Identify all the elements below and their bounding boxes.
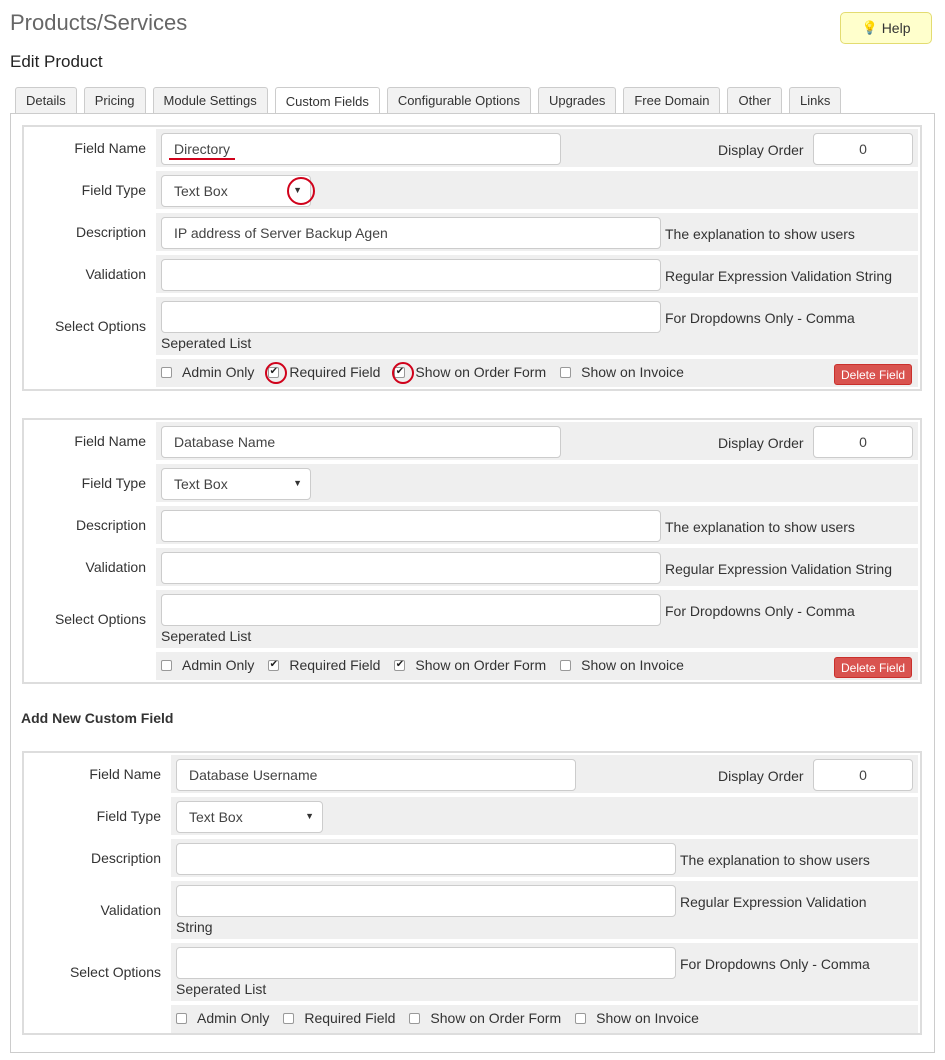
field-type-value: Text Box xyxy=(174,476,228,492)
help-button-label: Help xyxy=(881,20,911,36)
select-options-row xyxy=(24,941,920,1003)
required-field-label: Required Field xyxy=(289,657,381,673)
field-name-cell xyxy=(156,129,918,167)
required-field-checkbox[interactable]: ✔ xyxy=(269,366,279,377)
field-type-cell xyxy=(171,797,918,835)
required-field-option[interactable] xyxy=(283,1010,395,1026)
flags-row xyxy=(24,1003,920,1035)
field-name-label: Field Name xyxy=(74,140,146,156)
select-options-cell xyxy=(156,590,918,648)
required-field-checkbox[interactable]: ✔ xyxy=(269,659,279,670)
show-on-invoice-label: Show on Invoice xyxy=(581,364,684,380)
validation-label: Validation xyxy=(85,559,146,575)
show-on-order-form-option[interactable] xyxy=(394,657,546,673)
description-help: The explanation to show users xyxy=(665,226,855,242)
description-help: The explanation to show users xyxy=(665,519,855,535)
tab-custom-fields[interactable]: Custom Fields xyxy=(275,87,380,114)
select-options-help: For Dropdowns Only - Comma xyxy=(665,603,855,619)
select-options-cell xyxy=(156,297,918,355)
page-subtitle: Edit Product xyxy=(10,52,103,71)
flags-cell xyxy=(156,359,918,387)
admin-only-option[interactable] xyxy=(161,657,254,673)
delete-field-button[interactable]: Delete Field xyxy=(834,657,912,678)
select-options-row xyxy=(24,588,920,650)
admin-only-checkbox[interactable] xyxy=(161,367,172,378)
show-on-invoice-option[interactable] xyxy=(560,657,684,673)
description-help: The explanation to show users xyxy=(680,852,870,868)
field-name-row xyxy=(24,753,920,795)
select-options-help-cont: Seperated List xyxy=(161,335,252,351)
tab-links[interactable]: Links xyxy=(789,87,841,113)
description-input[interactable]: IP address of Server Backup Agen xyxy=(161,217,661,249)
tab-bar xyxy=(15,87,841,114)
description-row xyxy=(24,211,920,253)
description-row xyxy=(24,837,920,879)
chevron-down-icon: ▼ xyxy=(293,185,302,195)
description-row xyxy=(24,504,920,546)
admin-only-option[interactable] xyxy=(176,1010,269,1026)
select-options-input[interactable] xyxy=(161,594,661,626)
field-type-select[interactable] xyxy=(176,801,323,833)
show-on-order-form-option[interactable] xyxy=(394,364,546,380)
description-label: Description xyxy=(75,517,146,533)
required-field-label: Required Field xyxy=(289,364,381,380)
tab-configurable-options[interactable]: Configurable Options xyxy=(387,87,531,113)
show-on-invoice-label: Show on Invoice xyxy=(596,1010,699,1026)
field-type-row xyxy=(24,462,920,504)
validation-help-cont: String xyxy=(176,919,213,935)
delete-field-button[interactable]: Delete Field xyxy=(834,364,912,385)
admin-only-checkbox[interactable] xyxy=(176,1013,187,1024)
chevron-down-icon: ▼ xyxy=(293,478,302,488)
field-type-select[interactable] xyxy=(161,175,311,207)
tab-details[interactable]: Details xyxy=(15,87,77,113)
add-new-field-heading: Add New Custom Field xyxy=(21,710,174,726)
admin-only-label: Admin Only xyxy=(197,1010,270,1026)
flags-row xyxy=(24,357,920,389)
field-name-label: Field Name xyxy=(74,433,146,449)
description-input[interactable] xyxy=(161,510,661,542)
validation-row xyxy=(24,253,920,295)
show-on-invoice-option[interactable] xyxy=(560,364,684,380)
required-field-label: Required Field xyxy=(304,1010,396,1026)
field-options xyxy=(161,657,698,673)
show-on-order-form-label: Show on Order Form xyxy=(415,364,547,380)
select-options-row xyxy=(24,295,920,357)
new-custom-field-card xyxy=(22,751,922,1035)
validation-cell xyxy=(156,548,918,586)
tab-upgrades[interactable]: Upgrades xyxy=(538,87,616,113)
show-on-order-form-checkbox[interactable] xyxy=(409,1013,420,1024)
field-name-row xyxy=(24,420,920,462)
validation-row xyxy=(24,546,920,588)
admin-only-checkbox[interactable] xyxy=(161,660,172,671)
description-input[interactable] xyxy=(176,843,676,875)
field-type-value: Text Box xyxy=(189,809,243,825)
annotation-underline xyxy=(169,158,235,160)
field-type-cell xyxy=(156,171,918,209)
select-options-label: Select Options xyxy=(54,611,146,627)
custom-field-card xyxy=(22,418,922,684)
required-field-option[interactable] xyxy=(268,657,380,673)
show-on-invoice-checkbox[interactable] xyxy=(560,660,571,671)
field-type-select[interactable] xyxy=(161,468,311,500)
show-on-order-form-option[interactable] xyxy=(409,1010,561,1026)
show-on-invoice-option[interactable] xyxy=(575,1010,699,1026)
field-name-input[interactable]: Database Name xyxy=(161,426,561,458)
validation-help: Regular Expression Validation String xyxy=(665,561,892,577)
flags-cell xyxy=(171,1005,918,1033)
required-field-checkbox[interactable] xyxy=(283,1013,294,1024)
flags-row xyxy=(24,650,920,682)
show-on-invoice-label: Show on Invoice xyxy=(581,657,684,673)
show-on-order-form-checkbox[interactable]: ✔ xyxy=(395,366,405,377)
admin-only-label: Admin Only xyxy=(182,364,255,380)
select-options-input[interactable] xyxy=(176,947,676,979)
show-on-order-form-label: Show on Order Form xyxy=(430,1010,562,1026)
validation-cell xyxy=(171,881,918,939)
select-options-help-cont: Seperated List xyxy=(176,981,267,997)
field-options xyxy=(161,364,698,380)
field-name-input[interactable]: Directory xyxy=(161,133,561,165)
field-type-label: Field Type xyxy=(96,808,161,824)
select-options-label: Select Options xyxy=(69,964,161,980)
display-order-label: Display Order xyxy=(718,435,804,451)
validation-label: Validation xyxy=(100,902,161,918)
show-on-order-form-label: Show on Order Form xyxy=(415,657,547,673)
validation-label: Validation xyxy=(85,266,146,282)
description-cell xyxy=(171,839,918,877)
field-name-label: Field Name xyxy=(89,766,161,782)
field-type-value: Text Box xyxy=(174,183,228,199)
validation-help: Regular Expression Validation xyxy=(680,894,867,910)
field-options xyxy=(176,1010,713,1026)
tab-pricing[interactable]: Pricing xyxy=(84,87,146,113)
select-options-cell xyxy=(171,943,918,1001)
validation-cell xyxy=(156,255,918,293)
admin-only-label: Admin Only xyxy=(182,657,255,673)
page-title: Products/Services xyxy=(10,10,188,35)
field-type-row xyxy=(24,169,920,211)
display-order-label: Display Order xyxy=(718,142,804,158)
field-name-cell xyxy=(156,422,918,460)
custom-fields-pane xyxy=(10,113,935,1053)
validation-input[interactable] xyxy=(161,552,661,584)
field-type-cell xyxy=(156,464,918,502)
show-on-order-form-checkbox[interactable]: ✔ xyxy=(395,659,405,670)
display-order-input[interactable]: 0 xyxy=(813,133,913,165)
select-options-help: For Dropdowns Only - Comma xyxy=(680,956,870,972)
description-cell xyxy=(156,213,918,251)
tab-module-settings[interactable]: Module Settings xyxy=(153,87,268,113)
display-order-input[interactable]: 0 xyxy=(813,426,913,458)
tab-other[interactable]: Other xyxy=(727,87,782,113)
description-label: Description xyxy=(75,224,146,240)
description-label: Description xyxy=(90,850,161,866)
validation-row xyxy=(24,879,920,941)
description-cell xyxy=(156,506,918,544)
help-button[interactable] xyxy=(840,12,932,44)
custom-field-card xyxy=(22,125,922,391)
display-order-input[interactable]: 0 xyxy=(813,759,913,791)
field-type-label: Field Type xyxy=(81,475,146,491)
select-options-help-cont: Seperated List xyxy=(161,628,252,644)
select-options-label: Select Options xyxy=(54,318,146,334)
field-name-row xyxy=(24,127,920,169)
lightbulb-icon: 💡 xyxy=(861,20,878,35)
admin-only-option[interactable] xyxy=(161,364,254,380)
validation-input[interactable] xyxy=(176,885,676,917)
tab-free-domain[interactable]: Free Domain xyxy=(623,87,720,113)
display-order-label: Display Order xyxy=(718,768,804,784)
select-options-help: For Dropdowns Only - Comma xyxy=(665,310,855,326)
field-name-input[interactable]: Database Username xyxy=(176,759,576,791)
field-name-cell xyxy=(171,755,918,793)
validation-help: Regular Expression Validation String xyxy=(665,268,892,284)
show-on-invoice-checkbox[interactable] xyxy=(560,367,571,378)
show-on-invoice-checkbox[interactable] xyxy=(575,1013,586,1024)
field-type-label: Field Type xyxy=(81,182,146,198)
required-field-option[interactable] xyxy=(268,364,380,380)
validation-input[interactable] xyxy=(161,259,661,291)
select-options-input[interactable] xyxy=(161,301,661,333)
flags-cell xyxy=(156,652,918,680)
field-type-row xyxy=(24,795,920,837)
chevron-down-icon: ▼ xyxy=(305,811,314,821)
